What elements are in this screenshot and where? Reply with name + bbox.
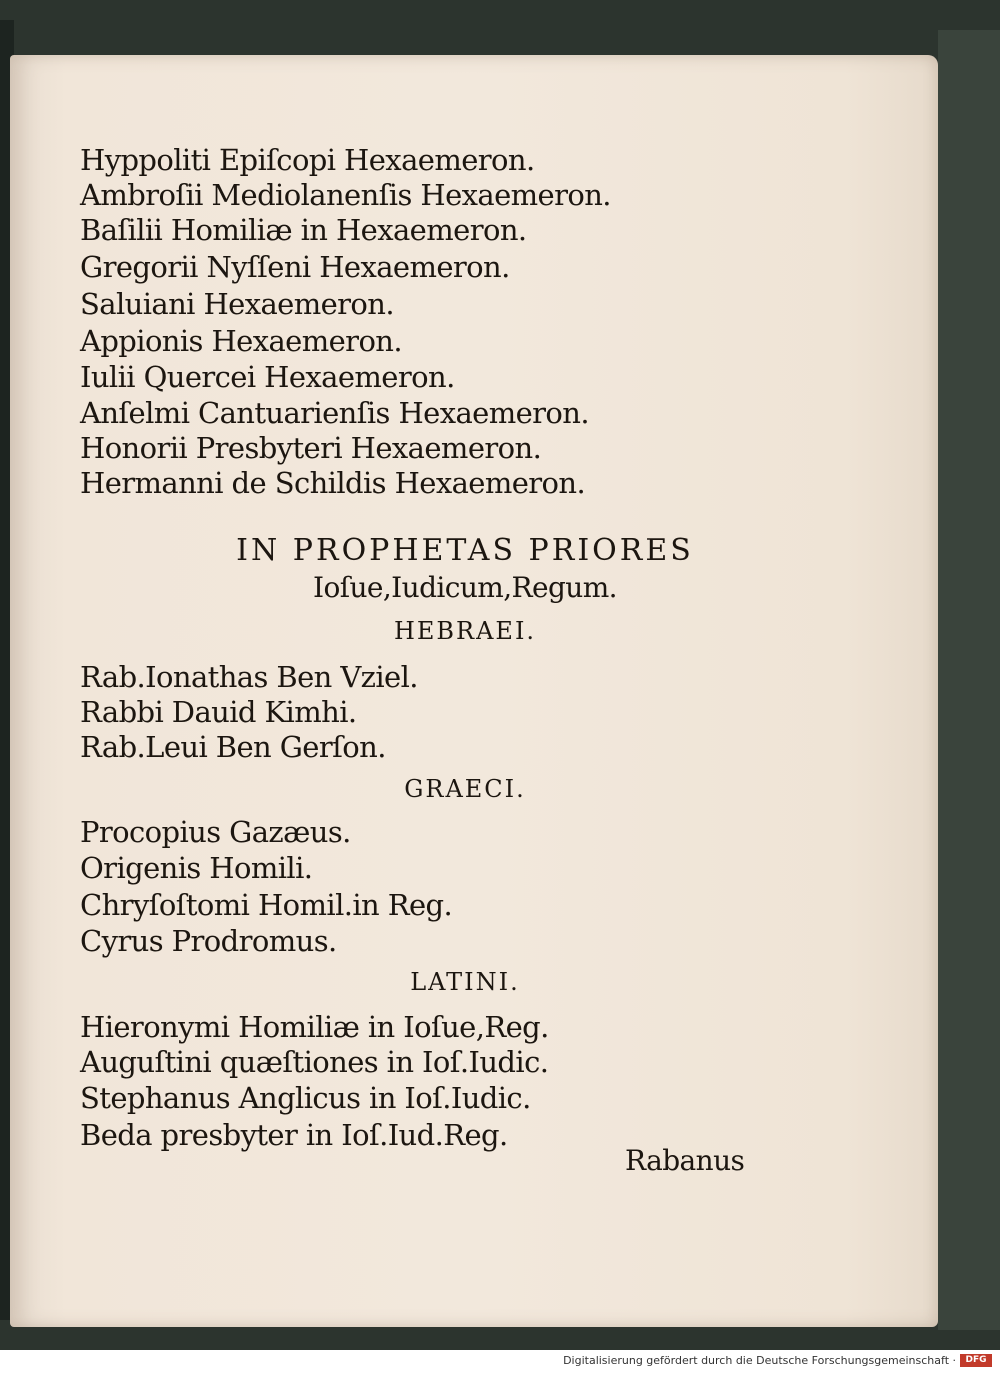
- hebraei-entry: Rabbi Dauid Kimhi.: [80, 695, 357, 729]
- hebraei-entry: Rab.Leui Ben Gerſon.: [80, 730, 386, 764]
- hexaemeron-entry: Anſelmi Cantuarienſis Hexaemeron.: [80, 396, 589, 430]
- section-heading: IN PROPHETAS PRIORES: [236, 533, 694, 568]
- hexaemeron-entry: Honorii Presbyteri Hexaemeron.: [80, 431, 542, 465]
- hexaemeron-entry: Saluiani Hexaemeron.: [80, 287, 394, 321]
- hexaemeron-entry: Hyppoliti Epiſcopi Hexaemeron.: [80, 143, 535, 177]
- group-label-latini: LATINI.: [410, 968, 520, 996]
- hexaemeron-entry: Iulii Quercei Hexaemeron.: [80, 360, 455, 394]
- hexaemeron-entry: Gregorii Nyſſeni Hexaemeron.: [80, 250, 510, 284]
- dfg-logo-icon: DFG: [960, 1354, 992, 1367]
- footer-bar: [0, 1350, 1000, 1373]
- latini-entry: Beda presbyter in Ioſ.Iud.Reg.: [80, 1118, 508, 1152]
- adjacent-cover-strip: [938, 30, 1000, 1330]
- hebraei-entry: Rab.Ionathas Ben Vziel.: [80, 660, 418, 694]
- graeci-entry: Procopius Gazæus.: [80, 815, 351, 849]
- hexaemeron-entry: Hermanni de Schildis Hexaemeron.: [80, 466, 586, 500]
- hexaemeron-entry: Appionis Hexaemeron.: [80, 324, 402, 358]
- catchword: Rabanus: [625, 1144, 745, 1177]
- latini-entry: Hieronymi Homiliæ in Ioſue,Reg.: [80, 1010, 549, 1044]
- graeci-entry: Chryſoſtomi Homil.in Reg.: [80, 888, 453, 922]
- section-subheading: Ioſue,Iudicum,Regum.: [313, 571, 617, 604]
- hexaemeron-entry: Baſilii Homiliæ in Hexaemeron.: [80, 213, 527, 247]
- footer-credit: Digitalisierung gefördert durch die Deutsche Forschungsgemeinschaft ·: [563, 1354, 956, 1367]
- graeci-entry: Origenis Homili.: [80, 851, 313, 885]
- latini-entry: Stephanus Anglicus in Ioſ.Iudic.: [80, 1081, 531, 1115]
- graeci-entry: Cyrus Prodromus.: [80, 924, 337, 958]
- hexaemeron-entry: Ambroſii Mediolanenſis Hexaemeron.: [80, 178, 611, 212]
- group-label-graeci: GRAECI.: [404, 775, 526, 803]
- group-label-hebraei: HEBRAEI.: [393, 617, 537, 645]
- latini-entry: Auguſtini quæſtiones in Ioſ.Iudic.: [80, 1045, 549, 1079]
